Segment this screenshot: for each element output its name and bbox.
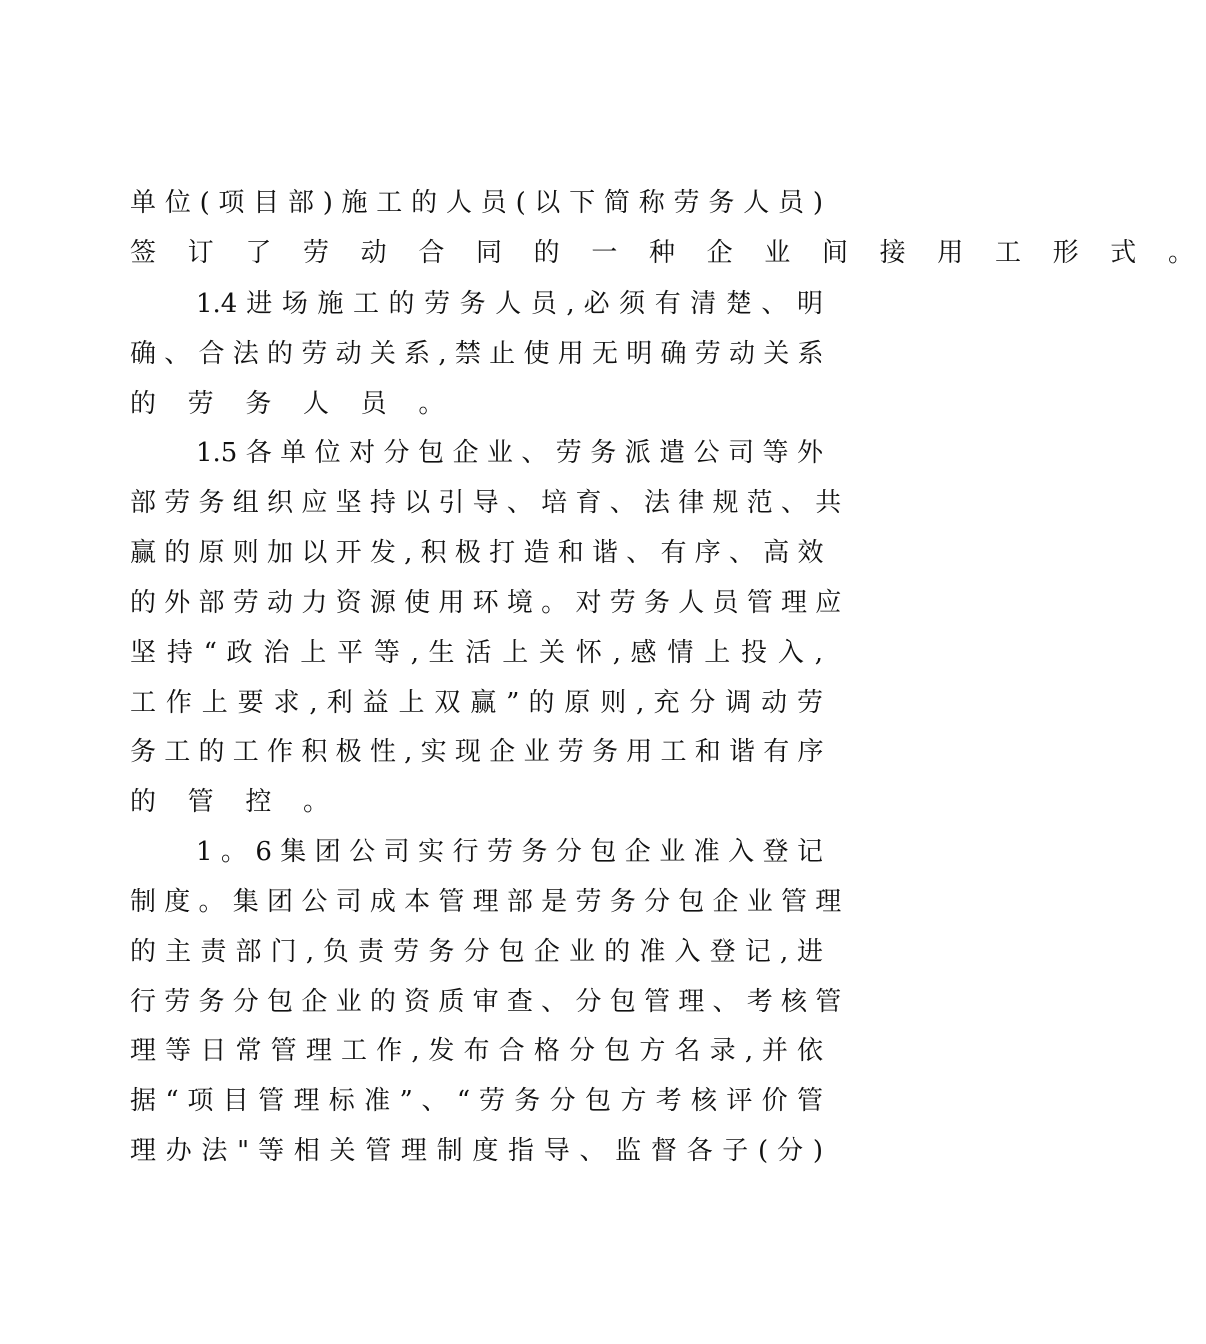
text-line: 的 外 部 劳 动 力 资 源 使 用 环 境 。 对 劳 务 人 员 管 理 应 [130, 588, 842, 618]
text-line: 确 、 合 法 的 劳 动 关 系 , 禁 止 使 用 无 明 确 劳 动 关 系 [130, 339, 824, 369]
text-line: 部 劳 务 组 织 应 坚 持 以 引 导 、 培 育 、 法 律 规 范 、 共 [130, 488, 842, 518]
text-line: 赢 的 原 则 加 以 开 发 , 积 极 打 造 和 谐 、 有 序 、 高 效 [130, 538, 824, 568]
text-line: 理 等 日 常 管 理 工 作 , 发 布 合 格 分 包 方 名 录 , 并 依 [130, 1036, 823, 1066]
text-line: 单 位 ( 项 目 部 ) 施 工 的 人 员 ( 以 下 简 称 劳 务 人 员 ) [130, 188, 823, 218]
text-line: 制 度 。 集 团 公 司 成 本 管 理 部 是 劳 务 分 包 企 业 管 理 [130, 887, 842, 917]
paragraph-1-5-first-line: 1.5 各 单 位 对 分 包 企 业 、 劳 务 派 遣 公 司 等 外 [196, 438, 823, 468]
text-line: 坚 持 “ 政 治 上 平 等 , 生 活 上 关 怀 , 感 情 上 投 入 , [130, 638, 823, 668]
text-line: 工 作 上 要 求 , 利 益 上 双 赢 ” 的 原 则 , 充 分 调 动 劳 [130, 688, 823, 718]
text-line: 的 主 责 部 门 , 负 责 劳 务 分 包 企 业 的 准 入 登 记 , 进 [130, 937, 823, 967]
text-line: 的 劳 务 人 员 。 [130, 389, 457, 419]
text-line: 据 “ 项 目 管 理 标 准 ” 、 “ 劳 务 分 包 方 考 核 评 价 管 [130, 1086, 823, 1116]
paragraph-1-6-first-line: 1 。 6 集 团 公 司 实 行 劳 务 分 包 企 业 准 入 登 记 [196, 837, 823, 867]
text-line: 的 管 控 。 [130, 787, 341, 817]
text-line: 理 办 法 " 等 相 关 管 理 制 度 指 导 、 监 督 各 子 ( 分 ) [130, 1136, 823, 1166]
paragraph-1-4-first-line: 1.4 进 场 施 工 的 劳 务 人 员 , 必 须 有 清 楚 、 明 [196, 289, 823, 319]
text-line: 行 劳 务 分 包 企 业 的 资 质 审 查 、 分 包 管 理 、 考 核 管 [130, 987, 842, 1017]
text-line: 签 订 了 劳 动 合 同 的 一 种 企 业 间 接 用 工 形 式 。 [130, 238, 1206, 268]
text-line: 务 工 的 工 作 积 极 性 , 实 现 企 业 劳 务 用 工 和 谐 有 序 [130, 737, 824, 767]
